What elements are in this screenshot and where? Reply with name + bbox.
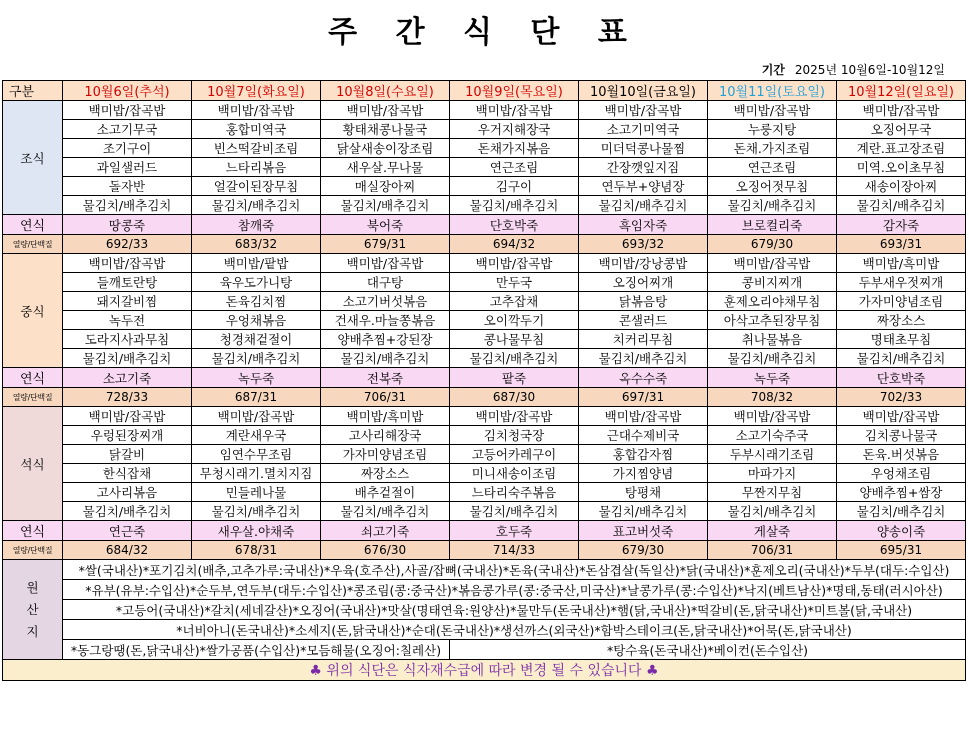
menu-item: 물김치/배추김치 [63,196,192,215]
day-header: 10월8일(수요일) [321,81,450,101]
menu-item: 건새우.마늘쫑볶음 [321,311,450,330]
snack-item: 북어죽 [321,215,450,235]
menu-item: 물김치/배추김치 [837,502,966,521]
snack-item: 게살죽 [708,521,837,541]
menu-item: 물김치/배추김치 [450,502,579,521]
kcal-value: 679/31 [321,235,450,254]
menu-item: 물김치/배추김치 [192,502,321,521]
menu-item: 가자미양념조림 [321,445,450,464]
menu-item: 백미밥/흑미밥 [837,254,966,273]
menu-item: 콘샐러드 [579,311,708,330]
menu-item: 고추잡채 [450,292,579,311]
snack-item: 단호박죽 [837,368,966,388]
dinner-row [3,464,966,483]
kcal-label: 열량/단백질 [3,541,63,560]
kcal-label: 열량/단백질 [3,388,63,407]
menu-item: 백미밥/잡곡밥 [450,407,579,426]
menu-item: 물김치/배추김치 [192,196,321,215]
menu-item: 소고기숙주국 [708,426,837,445]
menu-body [3,81,966,681]
origin-line: *탕수육(돈국내산)*베이컨(돈수입산) [450,640,966,660]
menu-item: 연두부+양념장 [579,177,708,196]
menu-item: 물김치/배추김치 [321,502,450,521]
breakfast-kcal-row [3,235,966,254]
breakfast-row [3,158,966,177]
menu-table [2,80,966,681]
menu-item: 느타리숙주볶음 [450,483,579,502]
origin-row [3,620,966,640]
origin-line: *유부(유부:수입산)*순두부,연두부(대두:수입산)*콩조림(콩:중국산)*볶음콩가루(콩:중국산,미국산)*날콩가루(콩:수입산)*낙지(베트남산)*명태,동태(러시아산) [63,580,966,600]
menu-item: 백미밥/흑미밥 [321,407,450,426]
lunch-kcal-row [3,388,966,407]
menu-item: 양배추찜+쌈장 [837,483,966,502]
kcal-value: 697/31 [579,388,708,407]
day-header: 10월9일(목요일) [450,81,579,101]
snack-item: 단호박죽 [450,215,579,235]
breakfast-row [3,139,966,158]
menu-item: 매실장아찌 [321,177,450,196]
menu-item: 오징어젓무침 [708,177,837,196]
day-header: 10월7일(화요일) [192,81,321,101]
menu-item: 백미밥/잡곡밥 [321,254,450,273]
menu-item: 물김치/배추김치 [321,349,450,368]
kcal-value: 684/32 [63,541,192,560]
menu-item: 백미밥/잡곡밥 [708,407,837,426]
snack-item: 표고버섯죽 [579,521,708,541]
menu-item: 들깨토란탕 [63,273,192,292]
menu-item: 미역.오이초무침 [837,158,966,177]
kcal-label: 열량/단백질 [3,235,63,254]
menu-item: 백미밥/잡곡밥 [837,407,966,426]
dinner-row [3,426,966,445]
kcal-value: 693/32 [579,235,708,254]
menu-item: 짜장소스 [837,311,966,330]
kcal-value: 714/33 [450,541,579,560]
origin-line: *너비아니(돈국내산)*소세지(돈,닭국내산)*순대(돈국내산)*생선까스(외국산)*함박스테이크(돈,닭국내산)*어묵(돈,닭국내산) [63,620,966,640]
menu-item: 가지찜양념 [579,464,708,483]
snack-item: 감자죽 [837,215,966,235]
menu-item: 고사리볶음 [63,483,192,502]
menu-item: 물김치/배추김치 [579,349,708,368]
menu-item: 미니새송이조림 [450,464,579,483]
menu-item: 계란.표고장조림 [837,139,966,158]
breakfast-row [3,196,966,215]
menu-item: 물김치/배추김치 [63,502,192,521]
origin-row [3,600,966,620]
menu-item: 백미밥/잡곡밥 [837,101,966,120]
menu-item: 오징어무국 [837,120,966,139]
breakfast-row [3,120,966,139]
snack-item: 참깨죽 [192,215,321,235]
menu-item: 백미밥/잡곡밥 [579,407,708,426]
dinner-row [3,445,966,464]
menu-item: 한식잡채 [63,464,192,483]
menu-item: 짜장소스 [321,464,450,483]
lunch-row [3,349,966,368]
snack-label: 연식 [3,521,63,541]
header-row [3,81,966,101]
menu-item: 빈스떡갈비조림 [192,139,321,158]
origin-label: 원 산 지 [3,560,63,660]
menu-item: 훈제오리야채무침 [708,292,837,311]
menu-item: 녹두전 [63,311,192,330]
menu-item: 임연수무조림 [192,445,321,464]
menu-item: 오징어찌개 [579,273,708,292]
lunch-row [3,311,966,330]
menu-item: 백미밥/잡곡밥 [63,254,192,273]
menu-item: 돼지갈비찜 [63,292,192,311]
menu-item: 과일샐러드 [63,158,192,177]
menu-item: 계란새우국 [192,426,321,445]
menu-item: 아삭고추된장무침 [708,311,837,330]
menu-item: 백미밥/강낭콩밥 [579,254,708,273]
menu-item: 물김치/배추김치 [63,349,192,368]
menu-item: 치커리무침 [579,330,708,349]
menu-item: 물김치/배추김치 [708,502,837,521]
menu-item: 느타리볶음 [192,158,321,177]
snack-item: 쇠고기죽 [321,521,450,541]
menu-item: 백미밥/잡곡밥 [708,101,837,120]
lunch-row [3,292,966,311]
menu-item: 간장깻잎지짐 [579,158,708,177]
menu-item: 김치청국장 [450,426,579,445]
menu-item: 백미밥/잡곡밥 [63,101,192,120]
menu-item: 무짠지무침 [708,483,837,502]
menu-item: 두부시래기조림 [708,445,837,464]
menu-item: 물김치/배추김치 [579,502,708,521]
menu-item: 무청시래기.멸치지짐 [192,464,321,483]
menu-item: 우거지해장국 [450,120,579,139]
snack-item: 땅콩죽 [63,215,192,235]
menu-item: 소고기미역국 [579,120,708,139]
kcal-value: 679/30 [708,235,837,254]
menu-item: 새우살.무나물 [321,158,450,177]
origin-line: *동그랑땡(돈,닭국내산)*쌀가공품(수입산)*모듬해물(오징어:칠레산) [63,640,450,660]
snack-item: 녹두죽 [192,368,321,388]
kcal-value: 708/32 [708,388,837,407]
day-header: 10월12일(일요일) [837,81,966,101]
menu-item: 물김치/배추김치 [450,349,579,368]
menu-item: 물김치/배추김치 [450,196,579,215]
menu-item: 고등어카레구이 [450,445,579,464]
menu-item: 육우도가니탕 [192,273,321,292]
menu-item: 백미밥/잡곡밥 [450,254,579,273]
menu-item: 연근조림 [450,158,579,177]
kcal-value: 706/31 [321,388,450,407]
snack-item: 흑임자죽 [579,215,708,235]
origin-row [3,580,966,600]
kcal-value: 695/31 [837,541,966,560]
menu-item: 청경채겉절이 [192,330,321,349]
meal-label-dinner: 석식 [3,407,63,521]
menu-item: 백미밥/잡곡밥 [192,407,321,426]
kcal-value: 687/30 [450,388,579,407]
menu-item: 우렁된장찌개 [63,426,192,445]
menu-item: 미더덕콩나물찜 [579,139,708,158]
menu-item: 물김치/배추김치 [192,349,321,368]
snack-item: 녹두죽 [708,368,837,388]
menu-item: 물김치/배추김치 [321,196,450,215]
menu-item: 새송이장아찌 [837,177,966,196]
menu-item: 물김치/배추김치 [708,196,837,215]
menu-item: 고사리해장국 [321,426,450,445]
menu-item: 닭살새송이장조림 [321,139,450,158]
notice-text: ♣ 위의 식단은 식자재수급에 따라 변경 될 수 있습니다 ♣ [3,660,966,681]
snack-item: 연근죽 [63,521,192,541]
menu-item: 양배추찜+강된장 [321,330,450,349]
day-header: 10월10일(금요일) [579,81,708,101]
menu-item: 백미밥/잡곡밥 [579,101,708,120]
period [762,60,945,78]
menu-item: 소고기버섯볶음 [321,292,450,311]
meal-label-lunch: 중식 [3,254,63,368]
dinner-kcal-row [3,541,966,560]
kcal-value: 706/31 [708,541,837,560]
menu-item: 백미밥/잡곡밥 [321,101,450,120]
menu-item: 근대수제비국 [579,426,708,445]
snack-item: 팥죽 [450,368,579,388]
menu-item: 소고기무국 [63,120,192,139]
menu-item: 물김치/배추김치 [579,196,708,215]
day-header: 10월11일(토요일) [708,81,837,101]
kcal-value: 693/31 [837,235,966,254]
meal-label-breakfast: 조식 [3,101,63,215]
menu-item: 우엉채볶음 [192,311,321,330]
breakfast-snack-row [3,215,966,235]
breakfast-row [3,177,966,196]
origin-row [3,560,966,580]
menu-item: 백미밥/잡곡밥 [63,407,192,426]
menu-item: 닭볶음탕 [579,292,708,311]
dinner-row [3,407,966,426]
page-title: 주 간 식 단 표 [328,15,641,50]
origin-line: *고등어(국내산)*갈치(세네갈산)*오징어(국내산)*맛살(명태연육:원양산)*물만두(돈국내산)*햄(닭,국내산)*떡갈비(돈,닭국내산)*미트볼(닭,국내산) [63,600,966,620]
menu-item: 돈육김치찜 [192,292,321,311]
snack-item: 옥수수죽 [579,368,708,388]
origin-line: *쌀(국내산)*포기김치(배추,고추가루:국내산)*우육(호주산),사골/잡뼈(국내산)*돈육(국내산)*돈삼겹살(독일산)*닭(국내산)*훈제오리(국내산)*두부(대두:수입산) [63,560,966,580]
menu-item: 취나물볶음 [708,330,837,349]
menu-item: 두부새우젓찌개 [837,273,966,292]
menu-item: 백미밥/잡곡밥 [450,101,579,120]
menu-item: 명태초무침 [837,330,966,349]
menu-item: 우엉채조림 [837,464,966,483]
dinner-row [3,502,966,521]
kcal-value: 676/30 [321,541,450,560]
menu-item: 돈채가지볶음 [450,139,579,158]
snack-item: 소고기죽 [63,368,192,388]
menu-item: 물김치/배추김치 [837,349,966,368]
menu-item: 연근조림 [708,158,837,177]
menu-item: 가자미양념조림 [837,292,966,311]
menu-item: 누룽지탕 [708,120,837,139]
snack-label: 연식 [3,368,63,388]
menu-item: 황태채콩나물국 [321,120,450,139]
kcal-value: 728/33 [63,388,192,407]
menu-item: 대구탕 [321,273,450,292]
lunch-row [3,273,966,292]
menu-item: 민들레나물 [192,483,321,502]
menu-item: 배추겉절이 [321,483,450,502]
menu-item: 마파가지 [708,464,837,483]
menu-item: 닭갈비 [63,445,192,464]
menu-item: 도라지사과무침 [63,330,192,349]
menu-item: 탕평채 [579,483,708,502]
origin-row [3,640,966,660]
kcal-value: 683/32 [192,235,321,254]
menu-item: 오이깍두기 [450,311,579,330]
kcal-value: 678/31 [192,541,321,560]
menu-item: 홍합미역국 [192,120,321,139]
snack-item: 호두죽 [450,521,579,541]
menu-item: 콩비지찌개 [708,273,837,292]
menu-item: 백미밥/잡곡밥 [192,101,321,120]
lunch-snack-row [3,368,966,388]
menu-item: 김구이 [450,177,579,196]
menu-item: 만두국 [450,273,579,292]
snack-item: 양송이죽 [837,521,966,541]
snack-item: 브로컬리죽 [708,215,837,235]
lunch-row [3,330,966,349]
menu-item: 돈육.버섯볶음 [837,445,966,464]
menu-item: 물김치/배추김치 [837,196,966,215]
menu-item: 조기구이 [63,139,192,158]
dinner-row [3,483,966,502]
notice-row [3,660,966,681]
snack-label: 연식 [3,215,63,235]
menu-item: 김치콩나물국 [837,426,966,445]
menu-item: 홍합감자찜 [579,445,708,464]
menu-item: 돈채.가지조림 [708,139,837,158]
period-label: 기간 [761,62,785,77]
menu-item: 물김치/배추김치 [708,349,837,368]
menu-item: 돌자반 [63,177,192,196]
dinner-snack-row [3,521,966,541]
menu-item: 백미밥/팥밥 [192,254,321,273]
menu-item: 콩나물무침 [450,330,579,349]
snack-item: 전복죽 [321,368,450,388]
header-gubun: 구분 [3,81,63,101]
kcal-value: 694/32 [450,235,579,254]
day-header: 10월6일(추석) [63,81,192,101]
lunch-row [3,254,966,273]
kcal-value: 687/31 [192,388,321,407]
period-value: 2025년 10월6일-10월12일 [794,62,945,77]
menu-item: 백미밥/잡곡밥 [708,254,837,273]
breakfast-row [3,101,966,120]
kcal-value: 702/33 [837,388,966,407]
kcal-value: 679/30 [579,541,708,560]
kcal-value: 692/33 [63,235,192,254]
menu-item: 얼갈이된장무침 [192,177,321,196]
snack-item: 새우살.야채죽 [192,521,321,541]
